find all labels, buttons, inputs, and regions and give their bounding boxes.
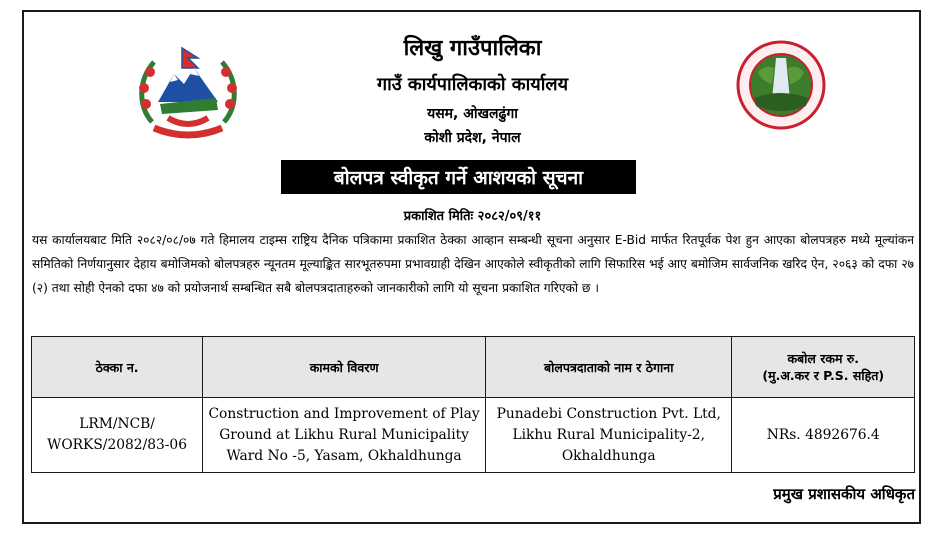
column-header-description: कामको विवरण bbox=[203, 337, 486, 398]
address-line-2: कोशी प्रदेश, नेपाल bbox=[424, 130, 521, 146]
notice-title-banner: बोलपत्र स्वीकृत गर्ने आशयको सूचना bbox=[281, 160, 636, 194]
municipality-seal-logo bbox=[736, 40, 826, 130]
signature-title: प्रमुख प्रशासकीय अधिकृत bbox=[773, 485, 915, 503]
amount-header-line2: (मु.अ.कर र P.S. सहित) bbox=[762, 368, 885, 383]
municipality-title: लिखु गाउँपालिका bbox=[403, 36, 542, 61]
column-header-bidder: बोलपत्रदाताको नाम र ठेगाना bbox=[486, 337, 732, 398]
published-date: प्रकाशित मितिः २०८२/०९/११ bbox=[403, 209, 542, 224]
cell-bidder: Punadebi Construction Pvt. Ltd, Likhu Rural Municipality-2, Okhaldhunga bbox=[486, 398, 732, 473]
cell-contract-no: LRM/NCB/ WORKS/2082/83-06 bbox=[32, 398, 203, 473]
amount-header-line1: कबोल रकम रु. bbox=[787, 351, 860, 366]
table-row bbox=[32, 398, 915, 473]
bid-table bbox=[31, 336, 915, 473]
office-title: गाउँ कार्यपालिकाको कार्यालय bbox=[376, 74, 569, 95]
cell-description: Construction and Improvement of Play Ground at Likhu Rural Municipality Ward No -5, Yasam, Okhaldhunga bbox=[203, 398, 486, 473]
table-header-row bbox=[32, 337, 915, 398]
address-line-1: यसम, ओखलढुंगा bbox=[427, 106, 518, 122]
column-header-amount bbox=[732, 337, 915, 398]
notice-body: यस कार्यालयबाट मिति २०८२/०८/०७ गते हिमालय टाइम्स राष्ट्रिय दैनिक पत्रिकामा प्रकाशित ठेक्का आव्हान सम्बन्धी सूचना अनुसार E-Bid मार्फत रितपूर्वक पेश हुन आएका बोलपत्रहरु मध्ये मूल्यांकन समितिको निर्णयानुसार देहाय बमोजिमको बोलपत्रहरु न्यूनतम मूल्याङ्कित सारभूतरुपमा प्रभावग्राही देखिन आएकोले स्वीकृतीको लागि सिफारिस भई आए बमोजिम सार्वजनिक खरिद ऐन, २०६३ को दफा २७ (२) तथा सोही ऐनको दफा ४७ को प्रयोजनार्थ सम्बन्धित सबै बोलपत्रदाताहरुको जानकारीको लागि यो सूचना प्रकाशित गरिएको छ । bbox=[32, 233, 914, 295]
cell-amount: NRs. 4892676.4 bbox=[732, 398, 915, 473]
column-header-contract-no: ठेक्का न. bbox=[32, 337, 203, 398]
